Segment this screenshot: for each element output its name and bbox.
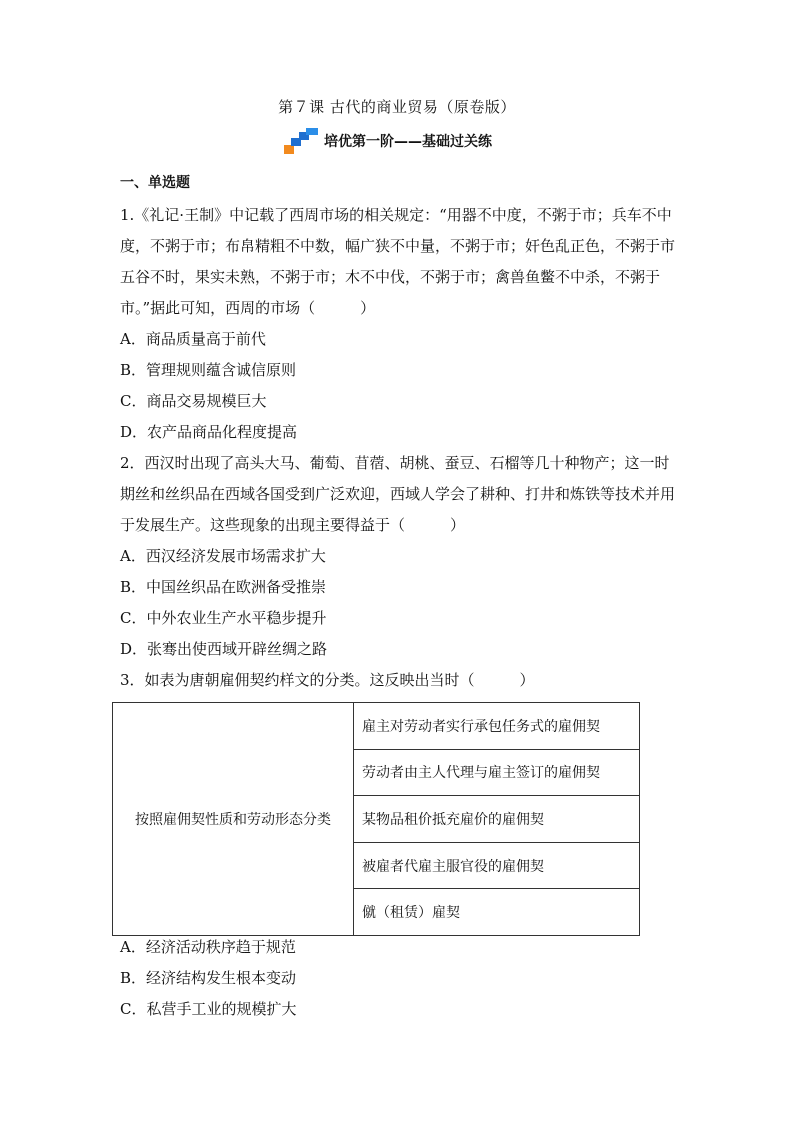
question-1-option-b: B．管理规则蕴含诚信原则: [120, 361, 297, 379]
question-3-option-b: B．经济结构发生根本变动: [120, 969, 297, 987]
question-1-option-a: A．商品质量高于前代: [120, 330, 266, 348]
question-1-option-c: C．商品交易规模巨大: [120, 392, 267, 410]
page-title: 第７课 古代的商业贸易（原卷版）: [278, 98, 516, 116]
table-cell: 劳动者由主人代理与雇主签订的雇佣契: [354, 749, 640, 796]
question-2-stem: 2．西汉时出现了高头大马、葡萄、苜蓿、胡桃、蚕豆、石榴等几十种物产；这一时期丝和丝织品在西域各国受到广泛欢迎，西域人学会了耕种、打井和炼铁等技术并用于发展生产。这些现象的出现主要得益于（ ）: [120, 454, 676, 534]
table-row: [113, 703, 640, 750]
question-3-option-a: A．经济活动秩序趋于规范: [120, 938, 296, 956]
table-cell: 雇主对劳动者实行承包任务式的雇佣契: [354, 703, 640, 750]
stairs-icon: [284, 128, 320, 154]
question-3-option-c: C．私营手工业的规模扩大: [120, 1000, 297, 1018]
table-cell: 被雇者代雇主服官役的雇佣契: [354, 842, 640, 889]
question-2-option-a: A．西汉经济发展市场需求扩大: [120, 547, 326, 565]
table-cell: 某物品租价抵充雇价的雇佣契: [354, 796, 640, 843]
question-1-stem: 1.《礼记·王制》中记载了西周市场的相关规定：“用器不中度，不粥于市；兵车不中度，不粥于市；布帛精粗不中数，幅广狭不中量，不粥于市；奸色乱正色，不粥于市五谷不时，果实未熟，不粥于市；木不中伐，不粥于市；禽兽鱼鳖不中杀，不粥于市。”据此可知，西周的市场（ ）: [120, 206, 676, 317]
question-2-option-b: B．中国丝织品在欧洲备受推崇: [120, 578, 327, 596]
section-heading: 一、单选题: [120, 175, 190, 191]
table-category-cell: 按照雇佣契性质和劳动形态分类: [113, 703, 354, 936]
question-3-stem: 3．如表为唐朝雇佣契约样文的分类。这反映出当时（ ）: [120, 671, 535, 689]
question-2-option-d: D．张骞出使西域开辟丝绸之路: [120, 640, 328, 658]
question-2-option-c: C．中外农业生产水平稳步提升: [120, 609, 327, 627]
level-heading: [284, 128, 492, 154]
level-heading-text: 培优第一阶——基础过关练: [324, 134, 492, 150]
contract-table: [112, 702, 640, 936]
table-cell: 僦（租赁）雇契: [354, 889, 640, 936]
question-1-option-d: D．农产品商品化程度提高: [120, 423, 298, 441]
